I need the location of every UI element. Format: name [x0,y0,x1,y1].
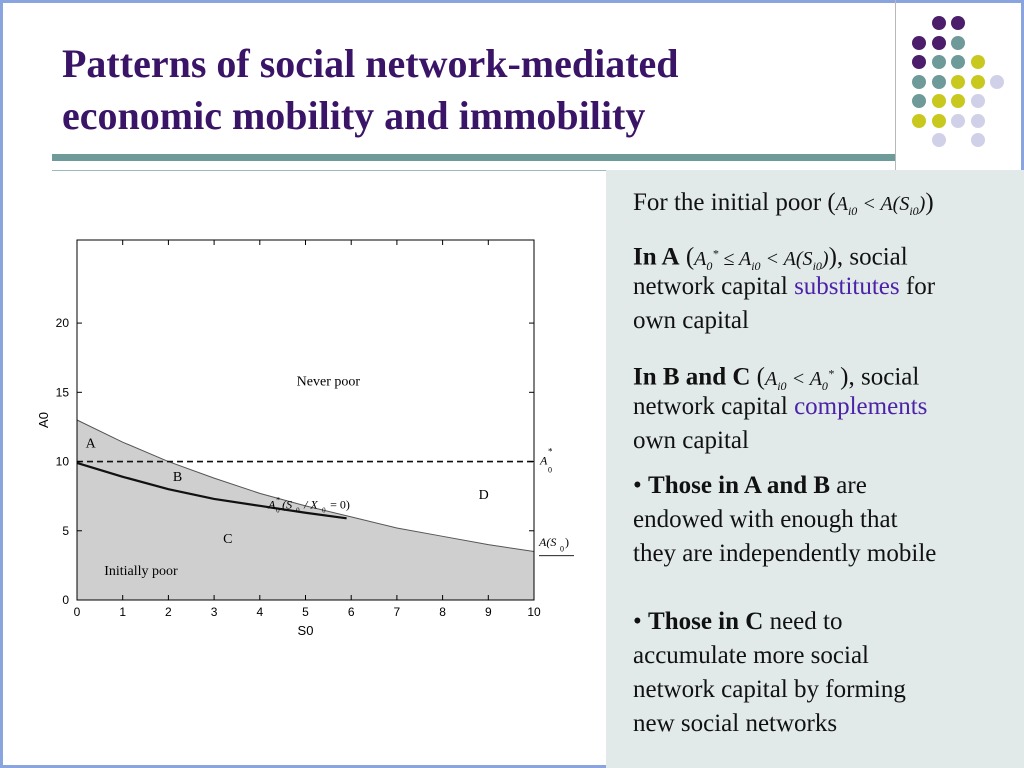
kink-label-s: (S [282,497,293,512]
decor-dot [932,55,946,69]
bc-math: $A_{i0} < A_0^*$ [765,366,834,393]
region-label: D [478,487,489,503]
kink-label-sub2: 0 [296,506,300,515]
bullet-2-heading: Those in C [648,608,764,635]
a-s0-label: A(S [539,535,557,549]
a-keyword: substitutes [794,273,900,300]
a0-star-label-sub: 0 [548,465,552,475]
region-label: Initially poor [104,564,178,580]
y-tick-label: 10 [55,454,69,469]
panel-a-line1: In A $(A_0^* \le A_{i0} < A(S_{i0}))$, social [633,243,908,273]
region-label: B [172,469,183,485]
bc-text-1: ), social [840,363,920,391]
x-tick-label: 4 [256,605,264,619]
panel-intro [633,186,934,228]
a-heading: In A [633,243,680,271]
a-text-1: ), social [828,243,908,271]
decor-dot [932,114,946,128]
kink-label-eq: = 0) [330,497,350,512]
decor-dot [951,114,965,128]
bullet-1-text-1: are [830,472,867,499]
kink-label-x: / X [304,497,318,512]
x-tick-label: 3 [210,605,218,619]
x-tick-label: 10 [527,605,541,619]
region-label: A [85,436,96,452]
y-tick-label: 15 [55,385,69,400]
x-tick-label: 0 [73,605,81,619]
decor-dot [951,94,965,108]
panel-bc-line2 [633,390,927,424]
intro-close: ) [925,189,934,216]
decor-dot [912,94,926,108]
decor-dot [912,55,926,69]
decor-dot [912,75,926,89]
kink-label-sub3: 0 [322,506,326,515]
y-tick-label: 5 [62,523,69,538]
a0-star-label-sup: * [548,446,553,457]
decor-dot [951,16,965,30]
slide-title [62,38,882,142]
region-label: Never poor [296,374,361,390]
bc-heading: In B and C [633,363,751,391]
x-tick-label: 9 [484,605,492,619]
bullet-2-line3: network capital by forming [633,676,906,703]
x-tick-label: 1 [119,605,127,619]
decor-dot [971,55,985,69]
bc-text-2: network capital [633,393,795,420]
panel-a-line2 [633,270,935,304]
decor-dot [951,36,965,50]
bullet-2-line2: accumulate more social [633,642,869,669]
title-line-2: economic mobility and immobility [62,93,646,138]
a-text-2: network capital [633,273,795,300]
decor-dot [932,75,946,89]
a-text-3: for [899,273,936,300]
decor-dot [971,75,985,89]
a-math: $A_0^* \le A_{i0} < A(S_{i0})$ [694,246,829,273]
kink-label-sub: 0 [276,506,280,515]
title-line-1: Patterns of social network-mediated [62,41,679,86]
bullet-2-text-1: need to [763,608,843,635]
bullet-2-line1: • Those in C need to [633,608,843,635]
title-underline-thick [52,154,895,161]
y-axis-label: A0 [36,412,51,428]
mobility-chart [20,225,590,645]
decor-dot [932,16,946,30]
kink-label-a: A [268,497,276,512]
decor-dot [971,133,985,147]
decor-dot [932,36,946,50]
x-axis-label: S0 [297,623,314,638]
decor-dot [951,75,965,89]
x-tick-label: 6 [347,605,355,619]
bullet-1-heading: Those in A and B [648,472,831,499]
bullet-1-line3: they are independently mobile [633,540,937,567]
a-s0-label-close: ) [565,535,569,549]
a-s0-label-sub: 0 [560,544,564,554]
decor-dot [971,94,985,108]
x-tick-label: 2 [165,605,172,619]
region-label: C [223,532,233,548]
decor-dot [990,75,1004,89]
panel-bc-line3: own capital [633,427,749,454]
header-vertical-rule [895,0,896,170]
panel-a-line3: own capital [633,307,749,334]
x-tick-label: 5 [302,605,309,619]
decor-dot [971,114,985,128]
intro-text: For the initial poor ( [633,189,836,216]
decor-dot [932,133,946,147]
a0-star-label: A [540,453,548,468]
decor-dot [932,94,946,108]
bullet-1-line2: endowed with enough that [633,506,898,533]
y-tick-label: 20 [55,316,69,331]
bullet-1-line1: • Those in A and B are [633,472,867,499]
bullet-2-line4: new social networks [633,710,838,737]
x-tick-label: 7 [393,605,401,619]
decor-dot [912,36,926,50]
decor-dot [951,55,965,69]
y-tick-label: 0 [62,593,69,607]
bc-keyword: complements [794,393,928,420]
kink-label-sup: * [276,495,281,505]
decor-dot [912,114,926,128]
intro-math: $A_{i0} < A(S_{i0})$ [835,193,926,218]
panel-bc-line1: In B and C ($A_{i0} < A_0^*$ ), social [633,363,920,393]
x-tick-label: 8 [439,605,446,619]
